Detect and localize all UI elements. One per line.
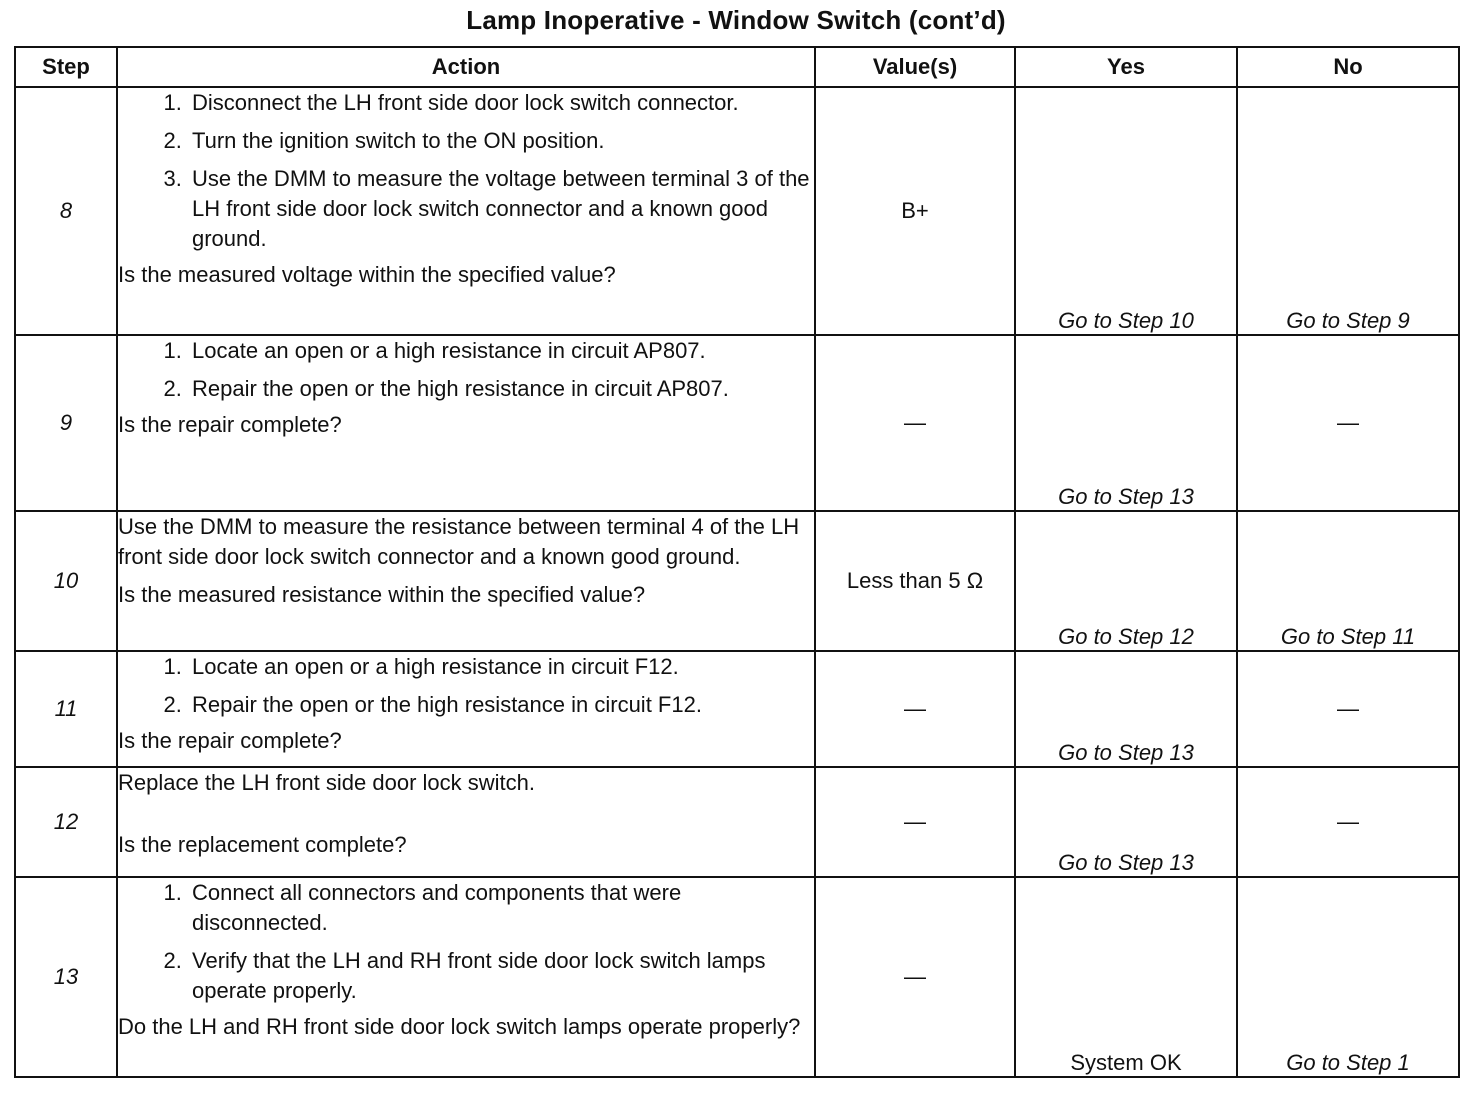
yes-result: Go to Step 13: [1015, 767, 1237, 877]
table-row: [15, 335, 1459, 511]
column-header-action: Action: [117, 47, 815, 87]
header-row: [15, 47, 1459, 87]
step-number: 8: [15, 87, 117, 335]
action-question: Do the LH and RH front side door lock switch lamps operate properly?: [118, 1014, 801, 1039]
action-cell: [117, 767, 815, 877]
action-steps: [118, 878, 814, 1006]
step-number: 12: [15, 767, 117, 877]
action-question: Is the measured voltage within the specified value?: [118, 262, 616, 287]
action-step: 2. Repair the open or the high resistance in circuit F12.: [188, 690, 814, 720]
value-cell: Less than 5 Ω: [815, 511, 1015, 651]
value-cell: B+: [815, 87, 1015, 335]
column-header-no: No: [1237, 47, 1459, 87]
table-row: [15, 877, 1459, 1077]
action-step: 1. Locate an open or a high resistance in circuit AP807.: [188, 336, 814, 366]
action-cell: [117, 877, 815, 1077]
step-number: 11: [15, 651, 117, 767]
step-number: 10: [15, 511, 117, 651]
action-question: Is the measured resistance within the specified value?: [118, 582, 646, 607]
diagnostic-table: [14, 46, 1460, 1078]
page-title: Lamp Inoperative - Window Switch (cont’d): [466, 5, 1006, 35]
action-step: 2. Repair the open or the high resistance in circuit AP807.: [188, 374, 814, 404]
action-step: 2. Verify that the LH and RH front side door lock switch lamps operate properly.: [188, 946, 814, 1006]
step-number: 13: [15, 877, 117, 1077]
action-steps: [118, 336, 814, 404]
yes-result: Go to Step 12: [1015, 511, 1237, 651]
action-text: Replace the LH front side door lock switch.: [118, 770, 535, 795]
value-cell: —: [815, 877, 1015, 1077]
action-question: Is the repair complete?: [118, 412, 342, 437]
yes-result: Go to Step 13: [1015, 651, 1237, 767]
yes-result: Go to Step 10: [1015, 87, 1237, 335]
value-cell: —: [815, 651, 1015, 767]
action-cell: [117, 651, 815, 767]
column-header-step: Step: [15, 47, 117, 87]
spacer: [118, 798, 814, 828]
column-header-values: Value(s): [815, 47, 1015, 87]
table-row: [15, 767, 1459, 877]
column-header-yes: Yes: [1015, 47, 1237, 87]
action-text: Use the DMM to measure the resistance between terminal 4 of the LH front side door lock switch connector and a known good ground.: [118, 514, 800, 569]
table-row: [15, 87, 1459, 335]
action-question: Is the repair complete?: [118, 728, 342, 753]
action-step: 1. Disconnect the LH front side door lock switch connector.: [188, 88, 814, 118]
action-step: 2. Turn the ignition switch to the ON position.: [188, 126, 814, 156]
table-row: [15, 651, 1459, 767]
action-steps: [118, 88, 814, 254]
action-question: Is the replacement complete?: [118, 832, 407, 857]
table-row: [15, 511, 1459, 651]
no-result: —: [1237, 335, 1459, 511]
no-result: —: [1237, 767, 1459, 877]
action-step: 3. Use the DMM to measure the voltage between terminal 3 of the LH front side door lock switch connector and a known good ground.: [188, 164, 814, 254]
value-cell: —: [815, 767, 1015, 877]
action-cell: [117, 335, 815, 511]
action-step: 1. Locate an open or a high resistance in circuit F12.: [188, 652, 814, 682]
action-steps: [118, 652, 814, 720]
action-step: 1. Connect all connectors and components that were disconnected.: [188, 878, 814, 938]
no-result: Go to Step 1: [1237, 877, 1459, 1077]
no-result: —: [1237, 651, 1459, 767]
value-cell: —: [815, 335, 1015, 511]
action-cell: [117, 511, 815, 651]
no-result: Go to Step 9: [1237, 87, 1459, 335]
yes-result: Go to Step 13: [1015, 335, 1237, 511]
step-number: 9: [15, 335, 117, 511]
no-result: Go to Step 11: [1237, 511, 1459, 651]
action-cell: [117, 87, 815, 335]
yes-result: System OK: [1015, 877, 1237, 1077]
